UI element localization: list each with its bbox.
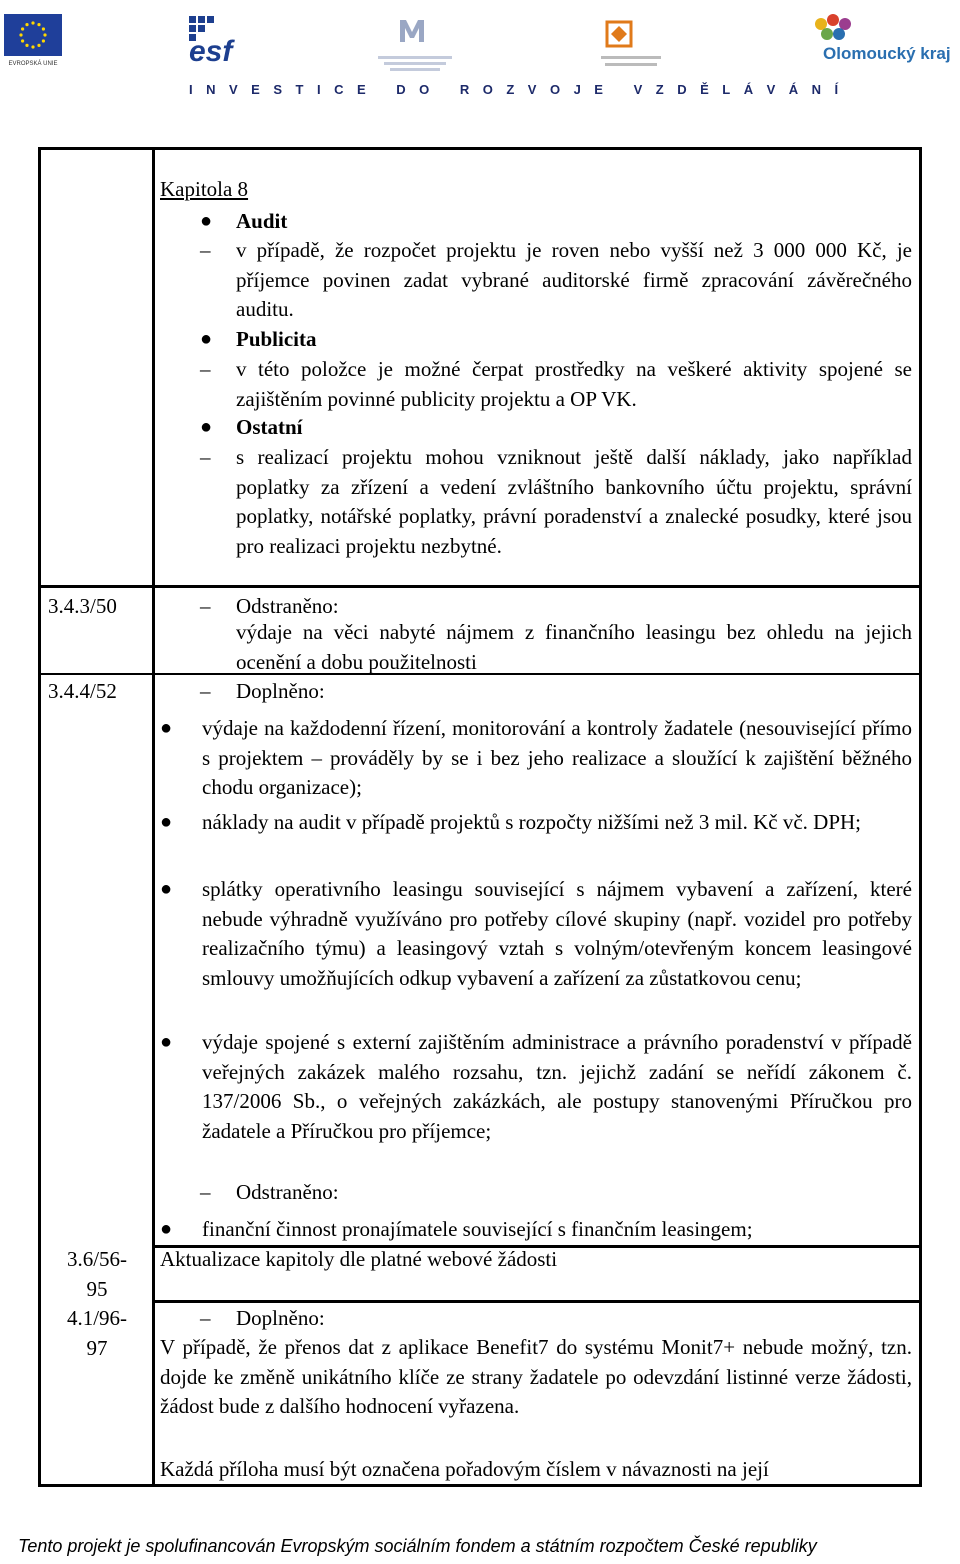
dash-icon: –	[200, 1180, 211, 1204]
attachment-text: Každá příloha musí být označena pořadovým číslem v návaznosti na její	[160, 1457, 769, 1481]
added-item-4: výdaje spojené s externí zajištěním administrace a právního poradenství v případě veřejných zakázek malého rozsahu, tzn. jejichž zadání se neřídí zákonem č. 137/2006 Sb., o veřejných zakázkách, ale postupy stanovenými Příručkou pro žadatele a Příručkou pro příjemce;	[202, 1030, 912, 1143]
flower-icon	[811, 14, 857, 48]
dash-icon: –	[200, 445, 211, 469]
row-ref-line: 4.1/96-	[66, 1306, 128, 1330]
row-divider	[39, 585, 921, 588]
removed-text: výdaje na věci nabyté nájmem z finančního leasingu bez ohledu na jejich ocenění a dobu použitelnosti	[236, 620, 912, 674]
row-ref: 3.4.3/50	[48, 594, 117, 618]
added-item-1: výdaje na každodenní řízení, monitorování a kontroly žadatele (nesouvisející přímo s projektem – prováděly by se i bez jeho realizace a sloužící k zajištění běžného chodu organizace);	[202, 716, 912, 799]
added-text: V případě, že přenos dat z aplikace Benefit7 do systému Monit7+ nebude možný, tzn. dojde ke změně unikátního klíče ze strany žadatele po odevzdání listinné verze žádosti, žádost bude z dalšího hodnocení vyřazena.	[160, 1335, 912, 1418]
audit-heading: Audit	[236, 209, 288, 233]
removed-label-2: Odstraněno:	[236, 1180, 339, 1204]
publicita-text: v této položce je možné čerpat prostředky na veškeré aktivity spojené se zajištěním povinné publicity projektu a OP VK.	[236, 357, 912, 411]
added-item-2: náklady na audit v případě projektů s rozpočty nižšími než 3 mil. Kč vč. DPH;	[202, 810, 862, 834]
dash-icon: –	[200, 594, 211, 618]
bullet-icon: ●	[200, 328, 213, 350]
removed-item: finanční činnost pronajímatele související s finančním leasingem;	[202, 1217, 753, 1241]
table-column-divider	[152, 148, 155, 1485]
bullet-icon: ●	[160, 1218, 173, 1240]
investice-slogan: INVESTICE DO ROZVOJE VZDĚLÁVÁNÍ	[189, 82, 852, 97]
dash-icon: –	[200, 238, 211, 262]
audit-text: v případě, že rozpočet projektu je roven nebo vyšší než 3 000 000 Kč, je příjemce povinen zadat vybrané auditorské firmě zpracování závěrečného auditu.	[236, 238, 912, 321]
op-vk-emblem-icon	[597, 16, 667, 74]
chapter-title: Kapitola 8	[160, 177, 249, 201]
bullet-icon: ●	[160, 717, 173, 739]
dash-icon: –	[200, 679, 211, 703]
ostatni-heading: Ostatní	[236, 415, 303, 439]
row-divider	[152, 1300, 921, 1303]
eu-flag-logo	[4, 14, 62, 67]
row-ref-line: 3.6/56-	[66, 1247, 128, 1271]
dash-icon: –	[200, 357, 211, 381]
added-label-2: Doplněno:	[236, 1306, 325, 1330]
header-logos	[0, 0, 960, 97]
eu-stars-icon	[4, 14, 62, 56]
bullet-icon: ●	[160, 1031, 173, 1053]
row-ref	[48, 1245, 146, 1304]
row-ref-line: 95	[86, 1276, 108, 1301]
update-text: Aktualizace kapitoly dle platné webové žádosti	[160, 1247, 558, 1271]
bullet-icon: ●	[200, 416, 213, 438]
bullet-icon: ●	[160, 811, 173, 833]
op-vk-logo	[597, 16, 667, 74]
ostatni-text: s realizací projektu mohou vzniknout ještě další náklady, jako například poplatky za zřízení a vedení zvláštního bankovního účtu projektu, správní poplatky, notářské poplatky, právní poradenství a znalecké posudky, které jsou pro realizaci projektu nezbytné.	[236, 445, 912, 558]
olomoucky-kraj-logo	[803, 14, 953, 72]
esf-logo	[187, 14, 247, 68]
msmt-emblem-icon	[370, 16, 460, 74]
esf-text: esf	[189, 35, 233, 68]
olomoucky-kraj-text: Olomoucký kraj	[823, 44, 951, 63]
row-ref: 3.4.4/52	[48, 679, 117, 703]
removed-label: Odstraněno:	[236, 594, 339, 618]
dash-icon: –	[200, 1306, 211, 1330]
footer-text: Tento projekt je spolufinancován Evropským sociálním fondem a státním rozpočtem České republiky	[18, 1536, 817, 1556]
added-label: Doplněno:	[236, 679, 325, 703]
publicita-heading: Publicita	[236, 327, 317, 351]
row-ref	[48, 1304, 146, 1363]
bullet-icon: ●	[200, 210, 213, 232]
eu-caption: EVROPSKÁ UNIE	[8, 61, 58, 67]
bullet-icon: ●	[160, 878, 173, 900]
row-ref-line: 97	[86, 1335, 108, 1360]
msmt-logo	[370, 16, 460, 74]
added-item-3: splátky operativního leasingu související s nájmem vybavení a zařízení, které nebude výhradně využíváno pro potřeby cílové skupiny (např. vozidel pro potřeby realizačního týmu) a leasingový vztah s volným/otevřeným koncem leasingové smlouvy umožňujících odkup vybavení a zařízení za zůstatkovou cenu;	[202, 877, 912, 990]
